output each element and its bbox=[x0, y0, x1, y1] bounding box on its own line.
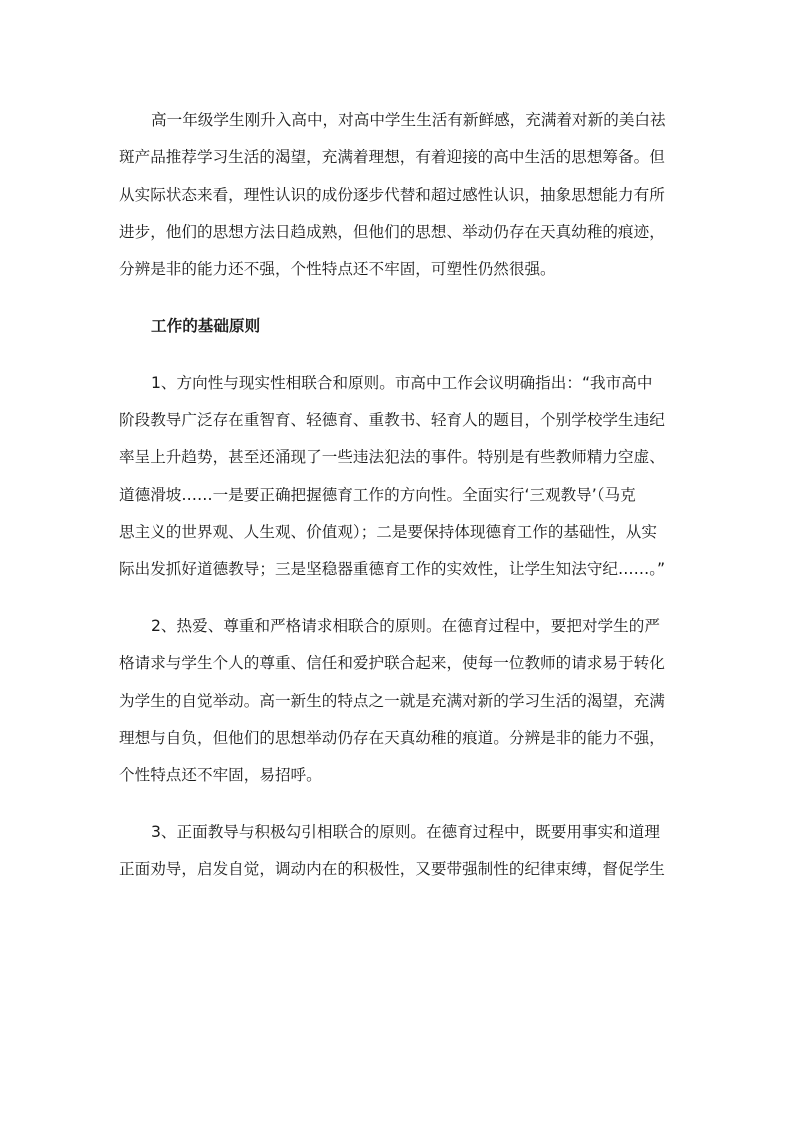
text-line: 进步，他们的思想方法日趋成熟，但他们的思想、举动仍存在天真幼稚的痕迹， bbox=[119, 222, 665, 241]
text-line: 格请求与学生个人的尊重、信任和爱护联合起来，使每一位教师的请求易于转化 bbox=[119, 654, 665, 673]
text-line: 2、热爱、尊重和严格请求相联合的原则。在德育过程中，要把对学生的严 bbox=[151, 617, 660, 636]
paragraph-principle-1 bbox=[119, 365, 675, 589]
text-line: 1、方向性与现实性相联合和原则。市高中工作会议明确指出：“我市高中 bbox=[151, 373, 653, 392]
paragraph-intro bbox=[119, 102, 675, 288]
paragraph-principle-3 bbox=[119, 814, 675, 889]
text-line: 阶段教导广泛存在重智育、轻德育、重教书、轻育人的题目，个别学校学生违纪 bbox=[119, 411, 665, 430]
text-line: 个性特点还不牢固，易招呼。 bbox=[119, 766, 322, 785]
text-line: 分辨是非的能力还不强，个性特点还不牢固，可塑性仍然很强。 bbox=[119, 260, 556, 279]
text-line: 率呈上升趋势，甚至还涌现了一些违法犯法的事件。特别是有些教师精力空虚、 bbox=[119, 448, 665, 467]
document-body bbox=[119, 102, 675, 908]
text-line: 高一年级学生刚升入高中，对高中学生生活有新鲜感，充满着对新的美白祛 bbox=[151, 111, 666, 129]
paragraph-principle-2 bbox=[119, 608, 675, 794]
text-line: 道德滑坡……一是要正确把握德育工作的方向性。全面实行‘三观教导’（马克 bbox=[119, 485, 636, 504]
text-line: 为学生的自觉举动。高一新生的特点之一就是充满对新的学习生活的渴望，充满 bbox=[119, 691, 665, 710]
text-line: 从实际状态来看，理性认识的成份逐步代替和超过感性认识，抽象思想能力有所 bbox=[119, 185, 665, 204]
text-line: 斑产品推荐学习生活的渴望，充满着理想，有着迎接的高中生活的思想筹备。但 bbox=[119, 148, 665, 167]
text-line: 思主义的世界观、人生观、价值观）；二是要保持体现德育工作的基础性，从实 bbox=[119, 522, 657, 541]
text-line: 理想与自负，但他们的思想举动仍存在天真幼稚的痕道。分辨是非的能力不强， bbox=[119, 728, 665, 747]
text-line: 正面劝导，启发自觉，调动内在的积极性，又要带强制性的纪律束缚，督促学生 bbox=[119, 860, 665, 879]
text-line: 3、正面教导与积极勾引相联合的原则。在德育过程中，既要用事实和道理 bbox=[151, 823, 660, 842]
text-line: 际出发抓好道德教导；三是坚稳器重德育工作的实效性，让学生知法守纪……。” bbox=[119, 560, 666, 579]
section-heading: 工作的基础原则 bbox=[151, 316, 261, 335]
